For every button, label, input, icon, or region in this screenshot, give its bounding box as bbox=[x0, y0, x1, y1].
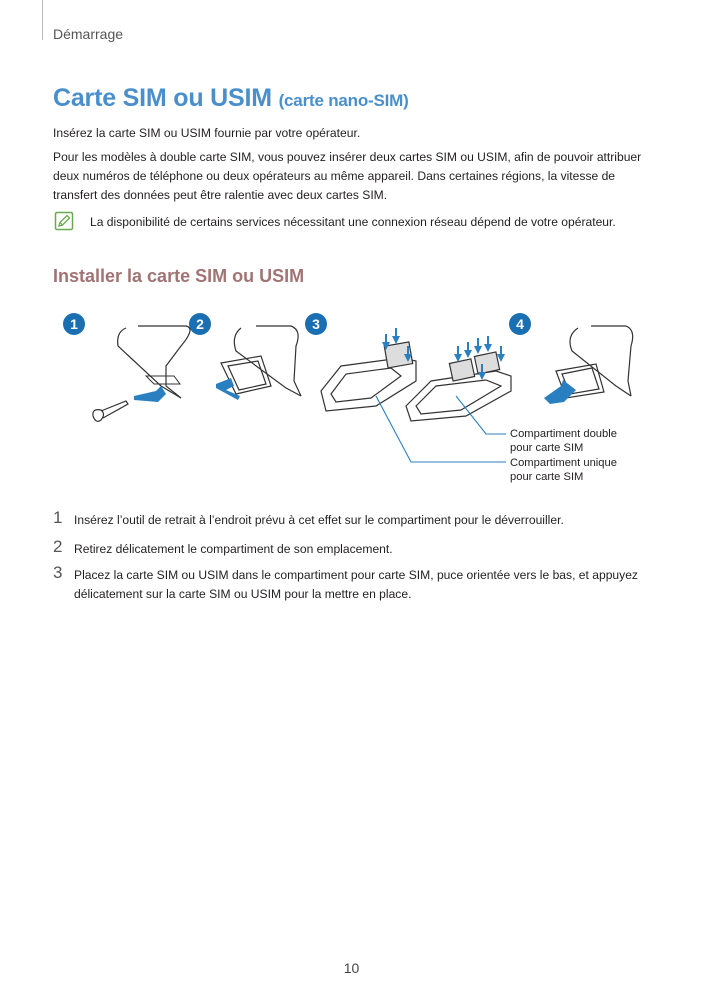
callout-dual-tray bbox=[510, 427, 617, 455]
intro-paragraph: Insérez la carte SIM ou USIM fournie par votre opérateur. bbox=[53, 126, 361, 140]
margin-rule bbox=[42, 0, 43, 40]
note-text: La disponibilité de certains services nécessitant une connexion réseau dépend de votre opérateur. bbox=[90, 215, 616, 229]
step-number: 3 bbox=[53, 563, 63, 582]
panel-sim-placement bbox=[321, 342, 511, 421]
dual-sim-line-2: deux numéros de téléphone ou deux opérateurs au même appareil. Dans certaines régions, la vitesse de bbox=[53, 169, 616, 183]
step-badge-3 bbox=[305, 313, 327, 335]
callout-lines bbox=[376, 396, 506, 462]
badge-label-4: 4 bbox=[516, 316, 524, 332]
step-number: 1 bbox=[53, 508, 63, 527]
page-title bbox=[53, 84, 409, 113]
callout-single-line-1: Compartiment unique bbox=[510, 457, 617, 469]
panel-tray-removal bbox=[216, 326, 301, 400]
dual-sim-line-3: transfert des données peut être ralentie avec deux cartes SIM. bbox=[53, 188, 388, 202]
badge-label-1: 1 bbox=[70, 316, 78, 332]
badge-label-3: 3 bbox=[312, 316, 320, 332]
title-main: Carte SIM ou USIM bbox=[53, 84, 272, 112]
callout-dual-line-2: pour carte SIM bbox=[510, 442, 584, 454]
title-sub: (carte nano-SIM) bbox=[278, 91, 409, 110]
install-heading: Installer la carte SIM ou USIM bbox=[53, 266, 305, 286]
callout-single-line-2: pour carte SIM bbox=[510, 471, 584, 483]
dual-sim-line-1: Pour les modèles à double carte SIM, vous pouvez insérer deux cartes SIM ou USIM, afin de pouvoir attribuer bbox=[53, 150, 642, 164]
panel-tray-insert bbox=[544, 326, 633, 404]
step-text: Placez la carte SIM ou USIM dans le compartiment pour carte SIM, puce orientée vers le bas, et appuyez bbox=[74, 568, 638, 582]
step-text: Insérez l’outil de retrait à l’endroit prévu à cet effet sur le compartiment pour le déverrouiller. bbox=[74, 513, 564, 527]
step-text-continued: délicatement sur la carte SIM ou USIM pour la mettre en place. bbox=[74, 587, 412, 601]
step-badge-4 bbox=[509, 313, 531, 335]
panel-eject-tool bbox=[93, 326, 190, 421]
badge-label-2: 2 bbox=[196, 316, 204, 332]
step-badge-1 bbox=[63, 313, 85, 335]
step-badge-2 bbox=[189, 313, 211, 335]
section-header: Démarrage bbox=[53, 26, 124, 42]
page-number: 10 bbox=[343, 960, 360, 976]
step-text: Retirez délicatement le compartiment de son emplacement. bbox=[74, 542, 393, 556]
step-number: 2 bbox=[53, 537, 63, 556]
callout-single-tray bbox=[510, 456, 617, 484]
callout-dual-line-1: Compartiment double bbox=[510, 428, 617, 440]
note-pencil-icon bbox=[54, 211, 74, 231]
